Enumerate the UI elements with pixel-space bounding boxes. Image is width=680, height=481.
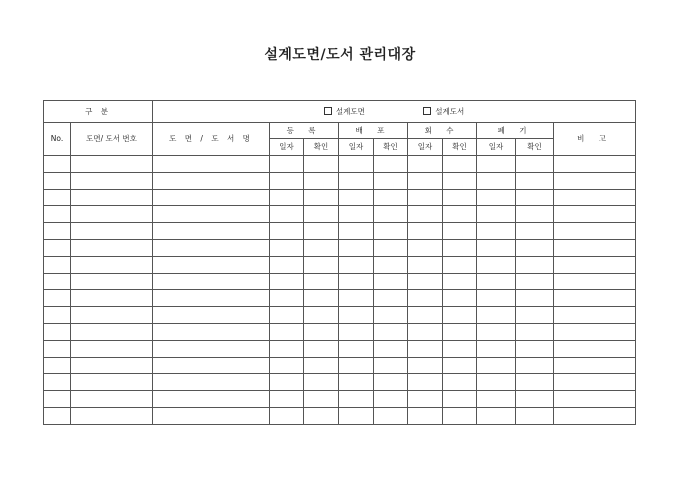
table-cell[interactable] xyxy=(374,206,408,223)
table-cell[interactable] xyxy=(516,374,554,391)
table-cell[interactable] xyxy=(477,407,516,424)
table-cell[interactable] xyxy=(477,357,516,374)
header-doc-number: 도면/ 도서 번호 xyxy=(71,123,153,156)
table-cell[interactable] xyxy=(71,391,153,408)
table-cell[interactable] xyxy=(270,374,304,391)
table-cell[interactable] xyxy=(554,323,636,340)
subheader-date: 일자 xyxy=(408,139,443,156)
table-cell[interactable] xyxy=(304,340,339,357)
table-cell[interactable] xyxy=(516,323,554,340)
table-row xyxy=(44,156,636,173)
table-cell[interactable] xyxy=(304,223,339,240)
table-row xyxy=(44,357,636,374)
subheader-date: 일자 xyxy=(477,139,516,156)
table-cell[interactable] xyxy=(477,374,516,391)
table-cell[interactable] xyxy=(304,156,339,173)
table-cell[interactable] xyxy=(374,223,408,240)
table-cell[interactable] xyxy=(44,357,71,374)
table-cell[interactable] xyxy=(339,357,374,374)
table-cell[interactable] xyxy=(443,307,477,324)
table-cell[interactable] xyxy=(443,391,477,408)
table-cell[interactable] xyxy=(408,340,443,357)
table-cell[interactable] xyxy=(153,340,270,357)
table-row xyxy=(44,239,636,256)
table-cell[interactable] xyxy=(374,256,408,273)
table-cell[interactable] xyxy=(71,172,153,189)
table-cell[interactable] xyxy=(516,357,554,374)
table-row xyxy=(44,340,636,357)
table-row xyxy=(44,189,636,206)
classification-label: 구 분 xyxy=(44,101,153,123)
table-cell[interactable] xyxy=(554,189,636,206)
table-cell[interactable] xyxy=(304,172,339,189)
table-cell[interactable] xyxy=(554,223,636,240)
table-cell[interactable] xyxy=(408,172,443,189)
table-cell[interactable] xyxy=(270,357,304,374)
table-cell[interactable] xyxy=(304,307,339,324)
table-cell[interactable] xyxy=(44,273,71,290)
table-cell[interactable] xyxy=(477,323,516,340)
table-cell[interactable] xyxy=(339,323,374,340)
table-cell[interactable] xyxy=(153,239,270,256)
table-cell[interactable] xyxy=(374,273,408,290)
table-cell[interactable] xyxy=(408,189,443,206)
table-cell[interactable] xyxy=(304,391,339,408)
table-cell[interactable] xyxy=(339,407,374,424)
table-cell[interactable] xyxy=(270,223,304,240)
table-cell[interactable] xyxy=(477,307,516,324)
table-cell[interactable] xyxy=(270,206,304,223)
table-cell[interactable] xyxy=(71,189,153,206)
table-cell[interactable] xyxy=(153,307,270,324)
table-cell[interactable] xyxy=(71,307,153,324)
table-cell[interactable] xyxy=(153,172,270,189)
table-cell[interactable] xyxy=(270,172,304,189)
table-cell[interactable] xyxy=(477,206,516,223)
table-cell[interactable] xyxy=(153,290,270,307)
table-cell[interactable] xyxy=(443,223,477,240)
table-cell[interactable] xyxy=(153,273,270,290)
table-cell[interactable] xyxy=(153,407,270,424)
table-cell[interactable] xyxy=(270,256,304,273)
table-cell[interactable] xyxy=(44,407,71,424)
table-cell[interactable] xyxy=(408,273,443,290)
header-doc-name: 도 면 / 도 서 명 xyxy=(153,123,270,156)
table-cell[interactable] xyxy=(516,307,554,324)
table-cell[interactable] xyxy=(71,290,153,307)
table-cell[interactable] xyxy=(339,290,374,307)
table-cell[interactable] xyxy=(554,172,636,189)
table-cell[interactable] xyxy=(408,323,443,340)
table-cell[interactable] xyxy=(44,189,71,206)
table-cell[interactable] xyxy=(516,273,554,290)
table-cell[interactable] xyxy=(374,357,408,374)
table-cell[interactable] xyxy=(339,340,374,357)
subheader-confirm: 확인 xyxy=(374,139,408,156)
table-cell[interactable] xyxy=(44,239,71,256)
table-row xyxy=(44,407,636,424)
table-row xyxy=(44,290,636,307)
table-row xyxy=(44,206,636,223)
table-cell[interactable] xyxy=(554,357,636,374)
table-cell[interactable] xyxy=(374,239,408,256)
table-cell[interactable] xyxy=(304,273,339,290)
table-cell[interactable] xyxy=(516,256,554,273)
table-cell[interactable] xyxy=(270,340,304,357)
table-cell[interactable] xyxy=(270,391,304,408)
table-cell[interactable] xyxy=(339,307,374,324)
table-cell[interactable] xyxy=(270,239,304,256)
table-row xyxy=(44,172,636,189)
table-cell[interactable] xyxy=(554,374,636,391)
table-cell[interactable] xyxy=(44,290,71,307)
table-cell[interactable] xyxy=(443,374,477,391)
table-cell[interactable] xyxy=(44,340,71,357)
table-cell[interactable] xyxy=(516,223,554,240)
table-cell[interactable] xyxy=(516,290,554,307)
table-cell[interactable] xyxy=(408,239,443,256)
table-cell[interactable] xyxy=(554,273,636,290)
table-cell[interactable] xyxy=(339,189,374,206)
table-cell[interactable] xyxy=(304,189,339,206)
table-cell[interactable] xyxy=(554,340,636,357)
table-cell[interactable] xyxy=(477,256,516,273)
table-cell[interactable] xyxy=(304,407,339,424)
table-row xyxy=(44,374,636,391)
table-cell[interactable] xyxy=(44,223,71,240)
drawing-register-table xyxy=(43,100,636,425)
table-cell[interactable] xyxy=(71,340,153,357)
table-cell[interactable] xyxy=(270,323,304,340)
table-cell[interactable] xyxy=(339,391,374,408)
table-cell[interactable] xyxy=(153,323,270,340)
classification-options xyxy=(153,101,636,123)
table-cell[interactable] xyxy=(374,307,408,324)
table-cell[interactable] xyxy=(443,172,477,189)
table-cell[interactable] xyxy=(153,374,270,391)
table-cell[interactable] xyxy=(477,340,516,357)
table-cell[interactable] xyxy=(374,290,408,307)
table-cell[interactable] xyxy=(477,239,516,256)
table-cell[interactable] xyxy=(44,307,71,324)
table-cell[interactable] xyxy=(374,323,408,340)
table-cell[interactable] xyxy=(71,239,153,256)
checkbox-drawing-icon[interactable] xyxy=(324,107,332,115)
table-row xyxy=(44,323,636,340)
table-cell[interactable] xyxy=(443,206,477,223)
table-cell[interactable] xyxy=(554,206,636,223)
option-drawing[interactable]: 설계도면 xyxy=(324,107,365,116)
table-cell[interactable] xyxy=(71,156,153,173)
table-cell[interactable] xyxy=(44,206,71,223)
table-cell[interactable] xyxy=(44,156,71,173)
table-cell[interactable] xyxy=(516,239,554,256)
table-cell[interactable] xyxy=(339,223,374,240)
header-group-register: 등 록 xyxy=(270,123,339,139)
table-cell[interactable] xyxy=(443,256,477,273)
table-cell[interactable] xyxy=(554,407,636,424)
table-cell[interactable] xyxy=(71,273,153,290)
table-cell[interactable] xyxy=(443,290,477,307)
table-cell[interactable] xyxy=(516,172,554,189)
table-cell[interactable] xyxy=(304,374,339,391)
table-cell[interactable] xyxy=(443,323,477,340)
table-cell[interactable] xyxy=(153,391,270,408)
table-cell[interactable] xyxy=(71,206,153,223)
table-cell[interactable] xyxy=(516,156,554,173)
table-cell[interactable] xyxy=(374,172,408,189)
subheader-confirm: 확인 xyxy=(304,139,339,156)
table-cell[interactable] xyxy=(71,223,153,240)
table-cell[interactable] xyxy=(270,407,304,424)
table-cell[interactable] xyxy=(554,239,636,256)
table-cell[interactable] xyxy=(516,206,554,223)
table-cell[interactable] xyxy=(477,172,516,189)
table-cell[interactable] xyxy=(339,239,374,256)
table-cell[interactable] xyxy=(304,239,339,256)
table-cell[interactable] xyxy=(443,273,477,290)
table-cell[interactable] xyxy=(304,357,339,374)
table-cell[interactable] xyxy=(477,189,516,206)
table-cell[interactable] xyxy=(516,391,554,408)
table-cell[interactable] xyxy=(339,256,374,273)
table-cell[interactable] xyxy=(554,256,636,273)
table-cell[interactable] xyxy=(516,189,554,206)
table-cell[interactable] xyxy=(408,206,443,223)
table-cell[interactable] xyxy=(408,357,443,374)
table-cell[interactable] xyxy=(516,340,554,357)
table-cell[interactable] xyxy=(408,407,443,424)
table-cell[interactable] xyxy=(554,156,636,173)
table-cell[interactable] xyxy=(153,189,270,206)
table-cell[interactable] xyxy=(44,391,71,408)
table-row xyxy=(44,273,636,290)
header-group-distribute: 배 포 xyxy=(339,123,408,139)
header-group-collect: 회 수 xyxy=(408,123,477,139)
table-cell[interactable] xyxy=(477,391,516,408)
table-cell[interactable] xyxy=(270,273,304,290)
table-cell[interactable] xyxy=(153,223,270,240)
table-cell[interactable] xyxy=(304,206,339,223)
table-cell[interactable] xyxy=(408,223,443,240)
table-cell[interactable] xyxy=(477,273,516,290)
table-cell[interactable] xyxy=(270,156,304,173)
header-no: No. xyxy=(44,123,71,156)
page-title: 설계도면/도서 관리대장 xyxy=(264,47,416,63)
table-cell[interactable] xyxy=(408,290,443,307)
table-cell[interactable] xyxy=(339,172,374,189)
table-cell[interactable] xyxy=(71,374,153,391)
table-cell[interactable] xyxy=(153,156,270,173)
table-cell[interactable] xyxy=(304,256,339,273)
table-cell[interactable] xyxy=(71,407,153,424)
table-cell[interactable] xyxy=(554,290,636,307)
table-row xyxy=(44,391,636,408)
table-cell[interactable] xyxy=(270,290,304,307)
table-cell[interactable] xyxy=(153,357,270,374)
table-cell[interactable] xyxy=(443,407,477,424)
table-cell[interactable] xyxy=(270,189,304,206)
option-document[interactable]: 설계도서 xyxy=(423,107,464,116)
table-cell[interactable] xyxy=(44,256,71,273)
table-cell[interactable] xyxy=(339,156,374,173)
table-cell[interactable] xyxy=(304,323,339,340)
subheader-confirm: 확인 xyxy=(516,139,554,156)
subheader-confirm: 확인 xyxy=(443,139,477,156)
table-cell[interactable] xyxy=(408,307,443,324)
table-row xyxy=(44,307,636,324)
subheader-date: 일자 xyxy=(270,139,304,156)
table-cell[interactable] xyxy=(477,156,516,173)
table-cell[interactable] xyxy=(374,407,408,424)
table-cell[interactable] xyxy=(408,374,443,391)
table-cell[interactable] xyxy=(408,256,443,273)
table-cell[interactable] xyxy=(153,206,270,223)
table-cell[interactable] xyxy=(443,357,477,374)
table-cell[interactable] xyxy=(71,357,153,374)
table-cell[interactable] xyxy=(44,323,71,340)
table-row xyxy=(44,223,636,240)
table-cell[interactable] xyxy=(477,290,516,307)
table-row xyxy=(44,256,636,273)
table-cell[interactable] xyxy=(339,374,374,391)
table-cell[interactable] xyxy=(554,391,636,408)
table-cell[interactable] xyxy=(339,273,374,290)
table-cell[interactable] xyxy=(374,189,408,206)
table-cell[interactable] xyxy=(374,374,408,391)
table-cell[interactable] xyxy=(71,323,153,340)
table-cell[interactable] xyxy=(270,307,304,324)
table-cell[interactable] xyxy=(339,206,374,223)
table-cell[interactable] xyxy=(554,307,636,324)
table-cell[interactable] xyxy=(443,340,477,357)
table-cell[interactable] xyxy=(374,156,408,173)
subheader-date: 일자 xyxy=(339,139,374,156)
table-cell[interactable] xyxy=(153,256,270,273)
table-cell[interactable] xyxy=(374,340,408,357)
table-cell[interactable] xyxy=(516,407,554,424)
table-cell[interactable] xyxy=(408,156,443,173)
table-cell[interactable] xyxy=(44,374,71,391)
table-cell[interactable] xyxy=(374,391,408,408)
table-cell[interactable] xyxy=(304,290,339,307)
header-remarks: 비 고 xyxy=(554,123,636,156)
table-cell[interactable] xyxy=(443,156,477,173)
table-cell[interactable] xyxy=(408,391,443,408)
table-cell[interactable] xyxy=(71,256,153,273)
table-cell[interactable] xyxy=(443,189,477,206)
table-cell[interactable] xyxy=(477,223,516,240)
table-cell[interactable] xyxy=(443,239,477,256)
table-cell[interactable] xyxy=(44,172,71,189)
checkbox-document-icon[interactable] xyxy=(423,107,431,115)
header-group-dispose: 폐 기 xyxy=(477,123,554,139)
